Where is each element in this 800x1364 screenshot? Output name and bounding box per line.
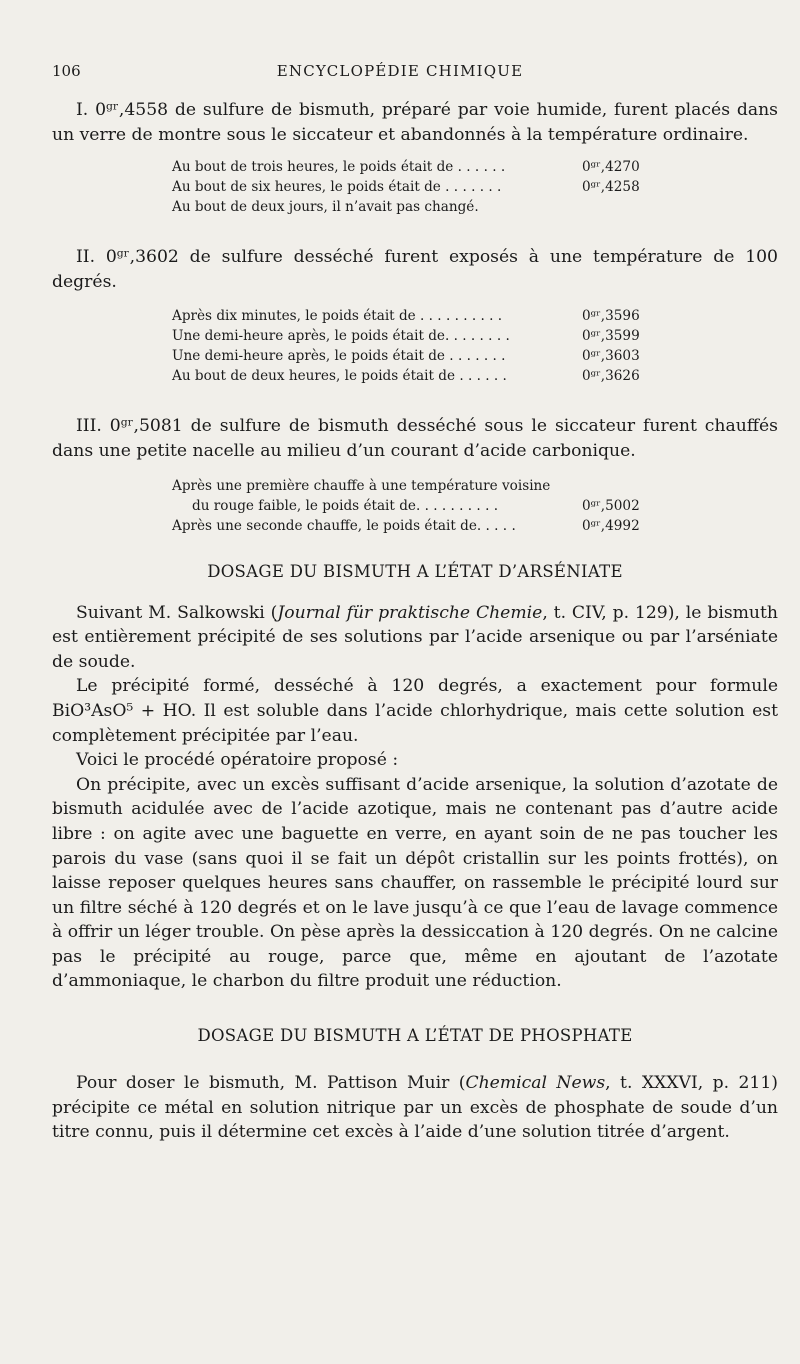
row-value: 0ᵍʳ,5002 bbox=[582, 497, 640, 514]
arseniate-paragraph-2 bbox=[52, 674, 778, 748]
row-label: Au bout de six heures, le poids était de . . . . . . . bbox=[172, 179, 502, 196]
experiment-3-table bbox=[172, 476, 692, 536]
table-row bbox=[172, 306, 692, 326]
text-run: Suivant M. Salkowski ( bbox=[76, 602, 278, 623]
text-run: . Il est soluble dans l’acide chlorhydrique, mais cette solution est complètement précipitée par l’eau. bbox=[52, 700, 778, 746]
arseniate-paragraph-4: On précipite, avec un excès suffisant d’acide arsenique, la solution d’azotate de bismuth acidulée avec de l’acide azotique, mais ne contenant pas d’autre acide libre : on agite avec une baguette en verre, en ayant soin de ne pas toucher les parois du vase (sans quoi il se fait un dépôt cristallin sur les points frottés), on laisse reposer quelques heures sans chauffer, on rassemble le précipité lourd sur un filtre séché à 120 degrés et on le lave jusqu’à ce que l’eau de lavage commence à offrir un léger trouble. On pèse après la dessiccation à 120 degrés. On ne calcine pas le précipité au rouge, parce que, même en ajoutant de l’azotate d’ammoniaque, le charbon du filtre produit une réduction. bbox=[52, 774, 778, 992]
text-run: , t. CIV, p. 129), le bismuth est entièrement précipité de ses solutions par l’acide arsenique ou par l’arséniate de soude. bbox=[52, 602, 778, 672]
page-header bbox=[52, 62, 748, 86]
arseniate-paragraph-1 bbox=[52, 601, 778, 675]
experiment-2-text: II. 0ᵍʳ,3602 de sulfure desséché furent exposés à une température de 100 degrés. bbox=[52, 247, 778, 292]
table-row bbox=[172, 157, 692, 177]
row-value: 0ᵍʳ,3596 bbox=[582, 308, 640, 325]
running-title: ENCYCLOPÉDIE CHIMIQUE bbox=[276, 62, 524, 80]
experiment-2 bbox=[52, 245, 778, 386]
experiment-3-text: III. 0ᵍʳ,5081 de sulfure de bismuth desséché sous le siccateur furent chauffés dans une petite nacelle au milieu d’un courant d’acide carbonique. bbox=[52, 416, 778, 461]
table-row bbox=[172, 496, 692, 516]
table-row bbox=[172, 326, 692, 346]
experiment-1-table bbox=[172, 157, 692, 217]
text-run: Le précipité formé, desséché à 120 degrés, a exactement pour formule bbox=[76, 676, 778, 697]
row-value: 0ᵍʳ,3626 bbox=[582, 368, 640, 385]
experiment-2-table bbox=[172, 306, 692, 386]
row-label: Au bout de deux jours, il n’avait pas changé. bbox=[172, 199, 479, 216]
row-label: Une demi-heure après, le poids était de. . . . . . . . bbox=[172, 328, 510, 345]
table-row bbox=[172, 366, 692, 386]
table-row-line1: Après une première chauffe à une température voisine bbox=[172, 477, 551, 494]
section-heading-phosphate: DOSAGE DU BISMUTH A L’ÉTAT DE PHOSPHATE bbox=[197, 1026, 633, 1046]
row-value: 0ᵍʳ,3599 bbox=[582, 328, 640, 345]
table-row bbox=[172, 516, 692, 536]
row-value: 0ᵍʳ,4992 bbox=[582, 517, 640, 534]
journal-title: Chemical News bbox=[465, 1073, 606, 1094]
experiment-1-text: I. 0ᵍʳ,4558 de sulfure de bismuth, préparé par voie humide, furent placés dans un verre de montre sous le siccateur et abandonnés à la température ordinaire. bbox=[52, 100, 778, 145]
row-value: 0ᵍʳ,4270 bbox=[582, 159, 640, 176]
journal-title: Journal für praktische Chemie bbox=[277, 602, 543, 623]
row-value bbox=[582, 197, 692, 217]
chemical-formula: BiO³AsO⁵ + HO bbox=[52, 700, 191, 721]
row-label: Au bout de trois heures, le poids était de . . . . . . bbox=[172, 159, 506, 176]
table-row bbox=[172, 197, 692, 217]
row-label: Après une seconde chauffe, le poids était de. . . . . bbox=[172, 517, 516, 534]
row-label: du rouge faible, le poids était de. . . . . . . . . . bbox=[192, 497, 499, 514]
table-row bbox=[172, 177, 692, 197]
page-body bbox=[52, 98, 778, 1145]
row-value: 0ᵍʳ,3603 bbox=[582, 348, 640, 365]
row-label: Après dix minutes, le poids était de . . . . . . . . . . bbox=[172, 308, 503, 325]
row-label: Au bout de deux heures, le poids était de . . . . . . bbox=[172, 368, 507, 385]
section-heading-arseniate: DOSAGE DU BISMUTH A L’ÉTAT D’ARSÉNIATE bbox=[207, 561, 623, 581]
experiment-3 bbox=[52, 414, 778, 535]
text-run: , t. XXXVI, p. 211) précipite ce métal en solution nitrique par un excès de phosphate de soude d’un titre connu, puis il détermine cet excès à l’aide d’une solution titrée d’argent. bbox=[52, 1073, 778, 1143]
row-value: 0ᵍʳ,4258 bbox=[582, 179, 640, 196]
row-label: Une demi-heure après, le poids était de . . . . . . . bbox=[172, 348, 506, 365]
phosphate-paragraph-1 bbox=[52, 1071, 778, 1145]
arseniate-paragraph-3: Voici le procédé opératoire proposé : bbox=[76, 750, 399, 771]
text-run: Pour doser le bismuth, M. Pattison Muir ( bbox=[76, 1073, 466, 1094]
table-row bbox=[172, 346, 692, 366]
page-number: 106 bbox=[52, 62, 81, 80]
